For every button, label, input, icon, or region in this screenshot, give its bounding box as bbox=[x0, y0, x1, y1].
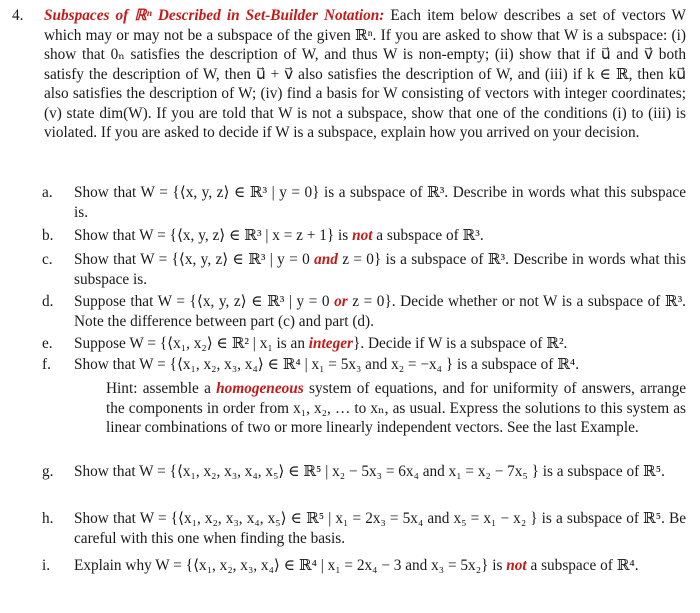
item-label: d. bbox=[42, 293, 54, 310]
item-label: b. bbox=[42, 227, 54, 244]
problem-intro bbox=[44, 6, 686, 143]
emphasis-not: not bbox=[506, 557, 527, 574]
item-f bbox=[42, 355, 686, 375]
item-label: c. bbox=[42, 251, 53, 268]
item-label: a. bbox=[42, 184, 53, 201]
item-g bbox=[42, 462, 686, 482]
item-text: Show that W = {⟨x₁, x₂, x₃, x₄, x₅⟩ ∈ ℝ⁵ | x₂ − 5x₃ = 6x₄ and x₁ = x₂ − 7x₅ } is a subspace of ℝ⁵. bbox=[74, 463, 665, 480]
item-e bbox=[42, 334, 686, 354]
item-d bbox=[42, 292, 686, 331]
item-b bbox=[42, 226, 686, 246]
hint-paragraph: Hint: assemble a homogeneous system of equations, and for uniformity of answers, arrange the components in order from x₁, x₂, … to xₙ, as usual. Express the solutions to this system as linear combinations of two or more linearly independent vectors. See the last Example. bbox=[106, 380, 687, 436]
emphasis-integer: integer bbox=[308, 335, 353, 352]
item-label: h. bbox=[42, 510, 54, 527]
item-text: Show that W = {⟨x, y, z⟩ ∈ ℝ³ | y = 0} is a subspace of ℝ³. Describe in words what this subspace is. bbox=[74, 184, 686, 221]
item-text: Show that W = {⟨x₁, x₂, x₃, x₄⟩ ∈ ℝ⁴ | x₁ = 5x₃ and x₂ = −x₄ } is a subspace of ℝ⁴. bbox=[74, 356, 580, 373]
item-text: Show that W = {⟨x₁, x₂, x₃, x₄, x₅⟩ ∈ ℝ⁵ | x₁ = 2x₃ = 5x₄ and x₅ = x₁ − x₂ } is a subspace of ℝ⁵. Be careful with this one when finding the basis. bbox=[74, 510, 686, 547]
item-c bbox=[42, 250, 686, 289]
emphasis-or: or bbox=[334, 293, 348, 310]
problem-title: Subspaces of ℝⁿ Described in Set-Builder Notation: bbox=[44, 7, 385, 24]
item-a bbox=[42, 183, 686, 222]
item-text: Suppose W = {⟨x₁, x₂⟩ ∈ ℝ² | x₁ is an integer}. Decide if W is a subspace of ℝ². bbox=[74, 335, 568, 352]
item-h bbox=[42, 509, 686, 548]
item-label: g. bbox=[42, 463, 54, 480]
problem-intro-text: Each item below describes a set of vectors W which may or may not be a subspace of the given ℝⁿ. If you are asked to show that W is a subspace: (i) show that 0ₙ satisfies the description of W, and thus W is non-empty; (ii) show that if u⃗ and v⃗ both satisfy the description of W, then u⃗ + v⃗ also satisfies the description of W, and (iii) if k ∈ ℝ, then ku⃗ also satisfies the description of W; (iv) find a basis for W consisting of vectors with integer coordinates; (v) state dim(W). If you are told that W is not a subspace, show that one of the conditions (i) to (iii) is violated. If you are asked to decide if W is a subspace, explain how you arrived on your decision. bbox=[44, 7, 686, 141]
item-text: Show that W = {⟨x, y, z⟩ ∈ ℝ³ | y = 0 and z = 0} is a subspace of ℝ³. Describe in words what this subspace is. bbox=[74, 251, 686, 288]
item-text: Suppose that W = {⟨x, y, z⟩ ∈ ℝ³ | y = 0 or z = 0}. Decide whether or not W is a subspace of ℝ³. Note the difference between part (c) and part (d). bbox=[74, 293, 686, 330]
item-text: Show that W = {⟨x, y, z⟩ ∈ ℝ³ | x = z + 1} is not a subspace of ℝ³. bbox=[74, 227, 484, 244]
item-i bbox=[42, 556, 686, 576]
item-label: e. bbox=[42, 335, 53, 352]
item-label: i. bbox=[42, 557, 51, 574]
item-text: Explain why W = {⟨x₁, x₂, x₃, x₄⟩ ∈ ℝ⁴ | x₁ = 2x₄ − 3 and x₃ = 5x₂} is not a subspace of ℝ⁴. bbox=[74, 557, 639, 574]
emphasis-and: and bbox=[314, 251, 338, 268]
item-label: f. bbox=[42, 356, 51, 373]
emphasis-not: not bbox=[352, 227, 373, 244]
problem-number: 4. bbox=[12, 7, 24, 24]
emphasis-homogeneous: homogeneous bbox=[216, 380, 304, 397]
